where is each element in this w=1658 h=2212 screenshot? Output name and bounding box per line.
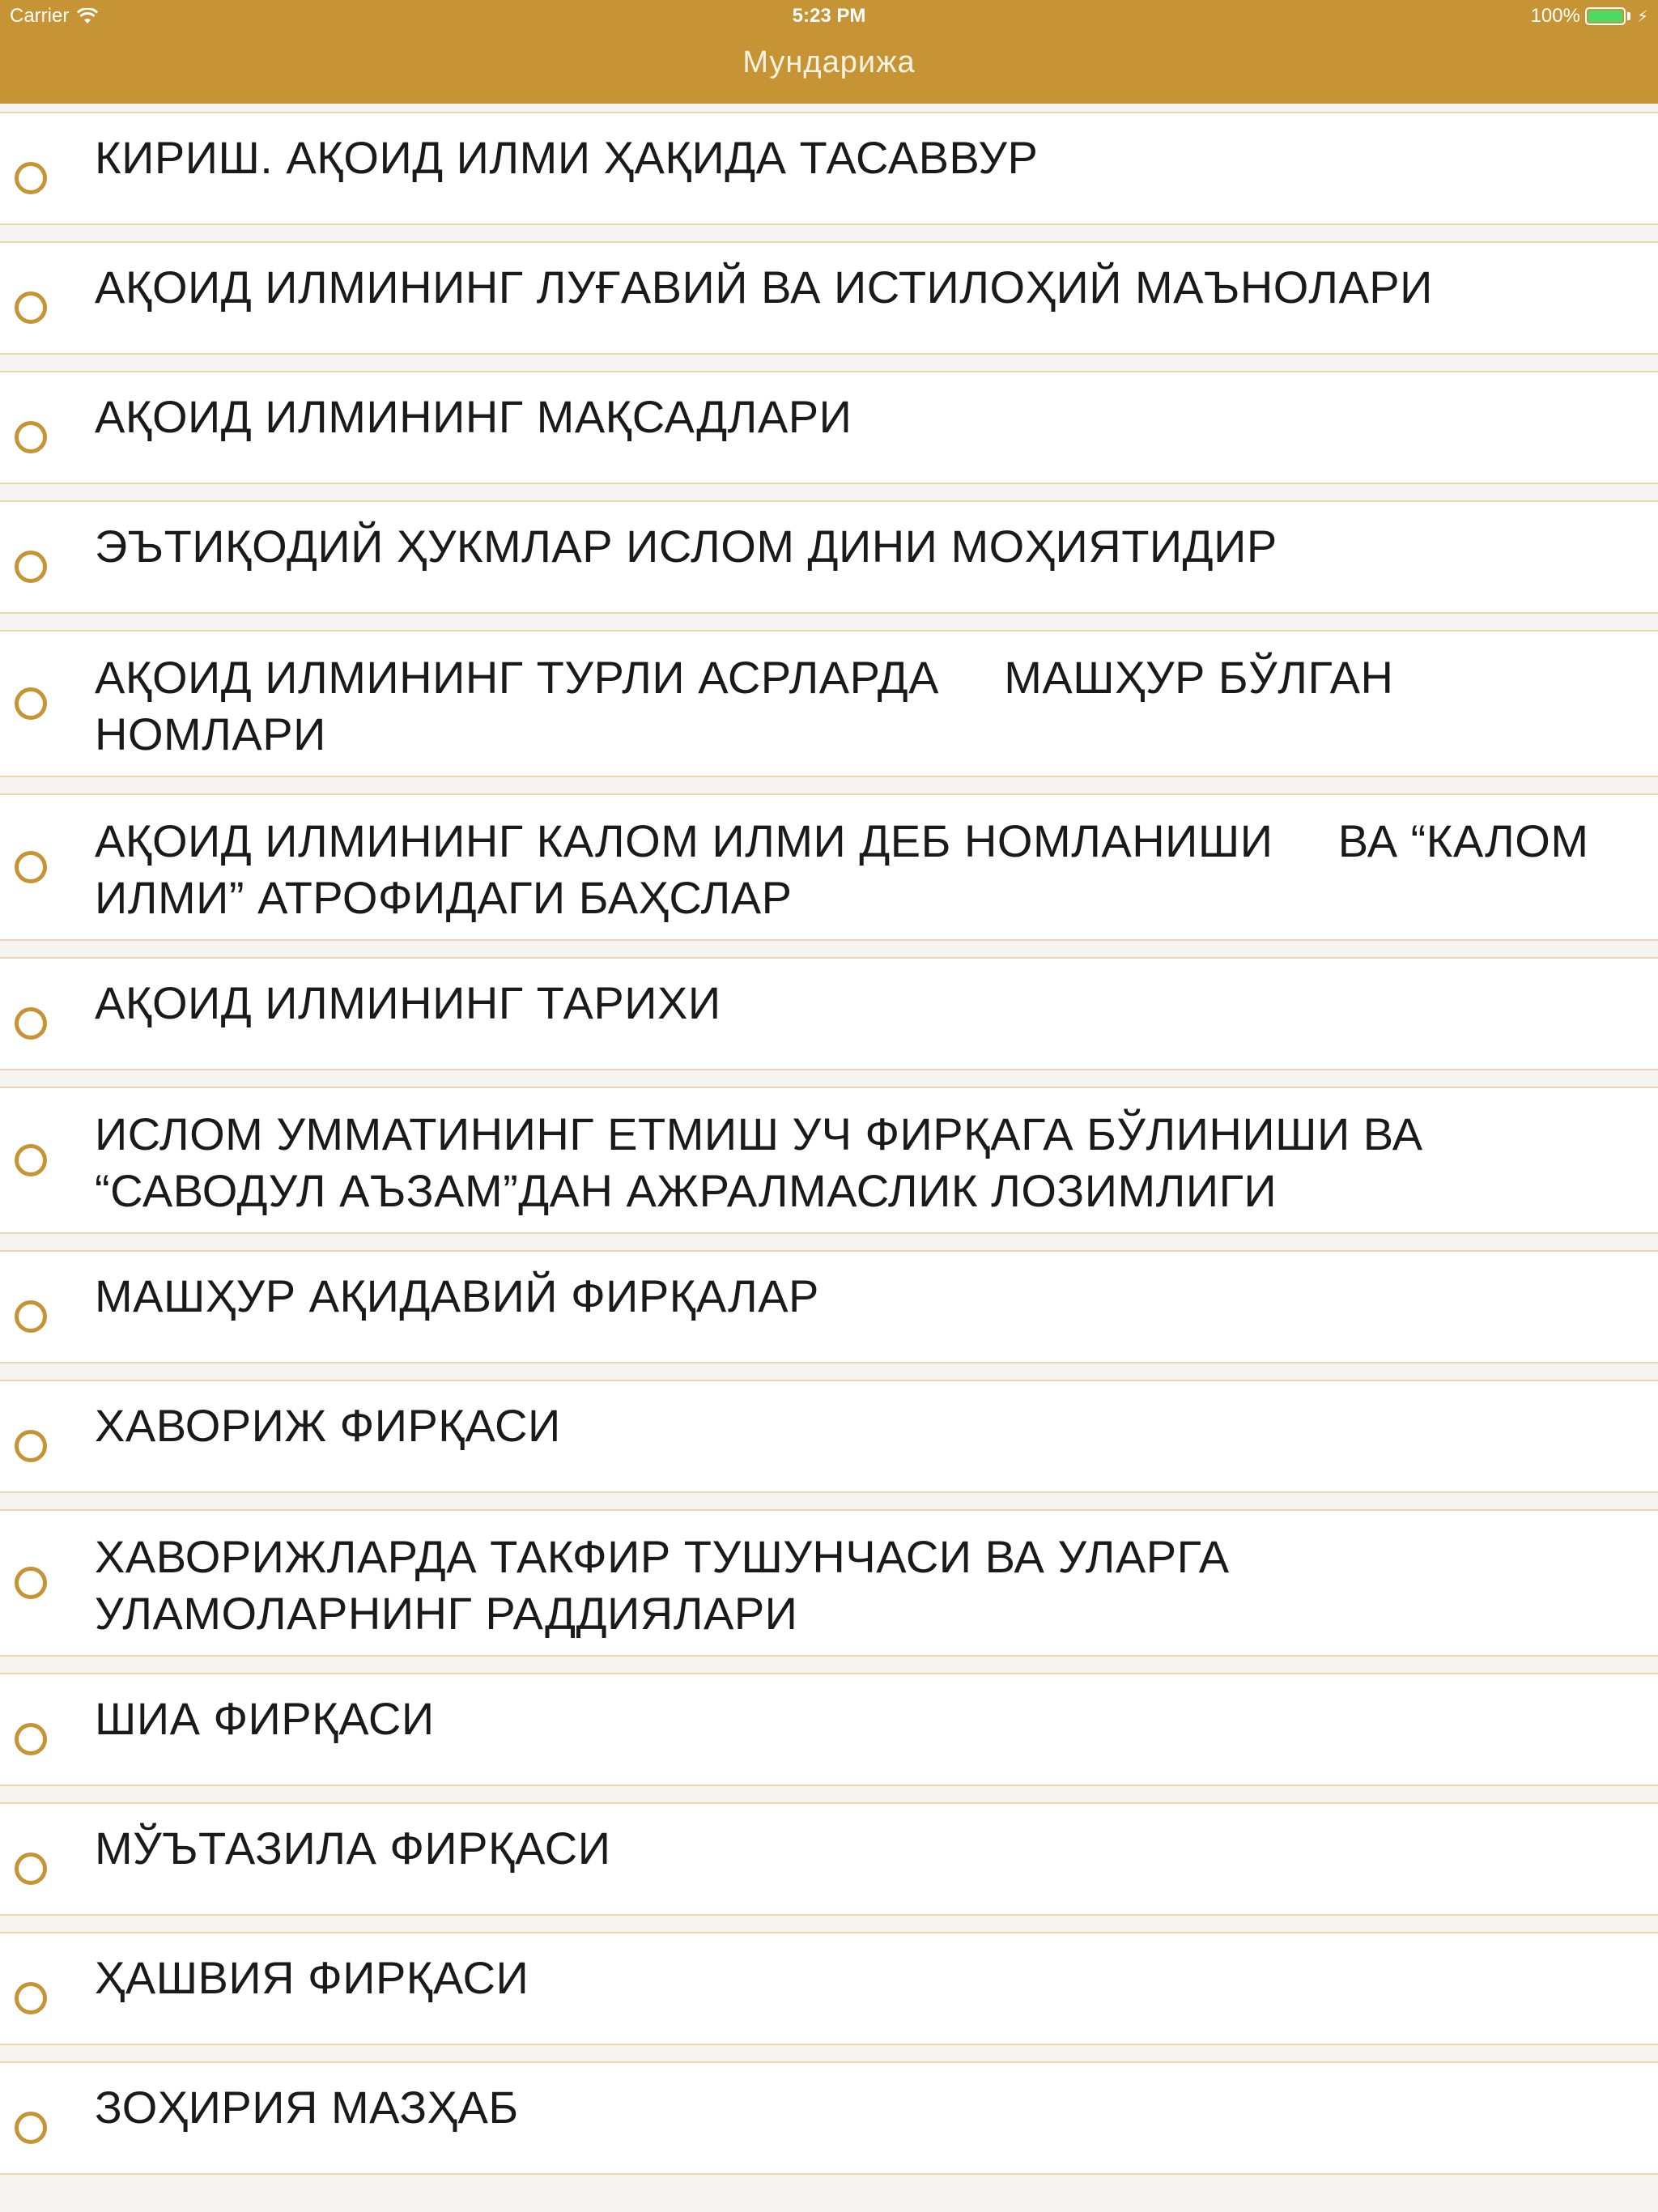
list-item[interactable] — [0, 1932, 1658, 2045]
list-item[interactable] — [0, 630, 1658, 777]
circle-outline-icon — [15, 1723, 47, 1755]
table-of-contents-list[interactable] — [0, 104, 1658, 2212]
charging-bolt-icon: ⚡ — [1636, 7, 1648, 26]
battery-fill — [1588, 11, 1622, 22]
status-right — [1531, 5, 1648, 28]
list-item-label: ХАВОРИЖ ФИРҚАСИ — [95, 1400, 561, 1451]
circle-outline-icon — [15, 1007, 47, 1040]
list-item-label: МЎЪТАЗИЛА ФИРҚАСИ — [95, 1823, 611, 1874]
list-item-label: АҚОИД ИЛМИНИНГ ТУРЛИ АСРЛАРДА МАШҲУР БЎЛГАН НОМЛАРИ — [95, 652, 1407, 759]
list-item[interactable] — [0, 112, 1658, 225]
list-item[interactable] — [0, 241, 1658, 355]
list-item[interactable] — [0, 1509, 1658, 1657]
circle-outline-icon — [15, 1853, 47, 1885]
list-item-label: ЭЪТИҚОДИЙ ҲУКМЛАР ИСЛОМ ДИНИ МОҲИЯТИДИР — [95, 521, 1278, 572]
list-item-label: АҚОИД ИЛМИНИНГ ТАРИХИ — [95, 977, 721, 1028]
list-item-label: ҲАШВИЯ ФИРҚАСИ — [95, 1952, 529, 2003]
list-item-label: АҚОИД ИЛМИНИНГ КАЛОМ ИЛМИ ДЕБ НОМЛАНИШИ ВА “КАЛОМ ИЛМИ” АТРОФИДАГИ БАҲСЛАР — [95, 815, 1602, 923]
list-item-label: АҚОИД ИЛМИНИНГ МАҚСАДЛАРИ — [95, 391, 852, 442]
circle-outline-icon — [15, 1982, 47, 2014]
list-item-label: ИСЛОМ УММАТИНИНГ ЕТМИШ УЧ ФИРҚАГА БЎЛИНИШИ ВА “САВОДУЛ АЪЗАМ”ДАН АЖРАЛМАСЛИК ЛОЗИМЛИГИ — [95, 1108, 1436, 1216]
status-time: 5:23 PM — [792, 5, 866, 27]
list-item[interactable] — [0, 2061, 1658, 2175]
navigation-bar — [0, 0, 1658, 104]
list-item[interactable] — [0, 957, 1658, 1070]
circle-outline-icon — [15, 551, 47, 583]
circle-outline-icon — [15, 291, 47, 324]
list-item[interactable] — [0, 1802, 1658, 1916]
circle-outline-icon — [15, 1300, 47, 1333]
circle-outline-icon — [15, 2112, 47, 2144]
battery-icon — [1585, 7, 1626, 25]
list-item[interactable] — [0, 1250, 1658, 1363]
list-item-label: КИРИШ. АҚОИД ИЛМИ ҲАҚИДА ТАСАВВУР — [95, 132, 1039, 183]
circle-outline-icon — [15, 162, 47, 194]
circle-outline-icon — [15, 421, 47, 453]
page-title: Мундарижа — [742, 45, 916, 79]
circle-outline-icon — [15, 1430, 47, 1462]
list-item[interactable] — [0, 793, 1658, 941]
list-item-label: ШИА ФИРҚАСИ — [95, 1693, 435, 1744]
circle-outline-icon — [15, 1144, 47, 1176]
list-item-label: ЗОҲИРИЯ МАЗҲАБ — [95, 2082, 519, 2133]
list-item[interactable] — [0, 371, 1658, 484]
battery-percent: 100% — [1530, 5, 1580, 27]
list-item[interactable] — [0, 1380, 1658, 1493]
list-item-label: АҚОИД ИЛМИНИНГ ЛУҒАВИЙ ВА ИСТИЛОҲИЙ МАЪНОЛАРИ — [95, 262, 1433, 313]
circle-outline-icon — [15, 851, 47, 883]
list-item[interactable] — [0, 1673, 1658, 1786]
status-bar — [0, 0, 1658, 32]
list-item[interactable] — [0, 500, 1658, 614]
circle-outline-icon — [15, 1567, 47, 1599]
list-item[interactable] — [0, 1087, 1658, 1234]
list-item-label: ХАВОРИЖЛАРДА ТАКФИР ТУШУНЧАСИ ВА УЛАРГА УЛАМОЛАРНИНГ РАДДИЯЛАРИ — [95, 1531, 1243, 1639]
carrier-label: Carrier — [10, 5, 70, 27]
battery-nub — [1627, 12, 1630, 20]
list-item-label: МАШҲУР АҚИДАВИЙ ФИРҚАЛАР — [95, 1270, 819, 1321]
circle-outline-icon — [15, 687, 47, 720]
